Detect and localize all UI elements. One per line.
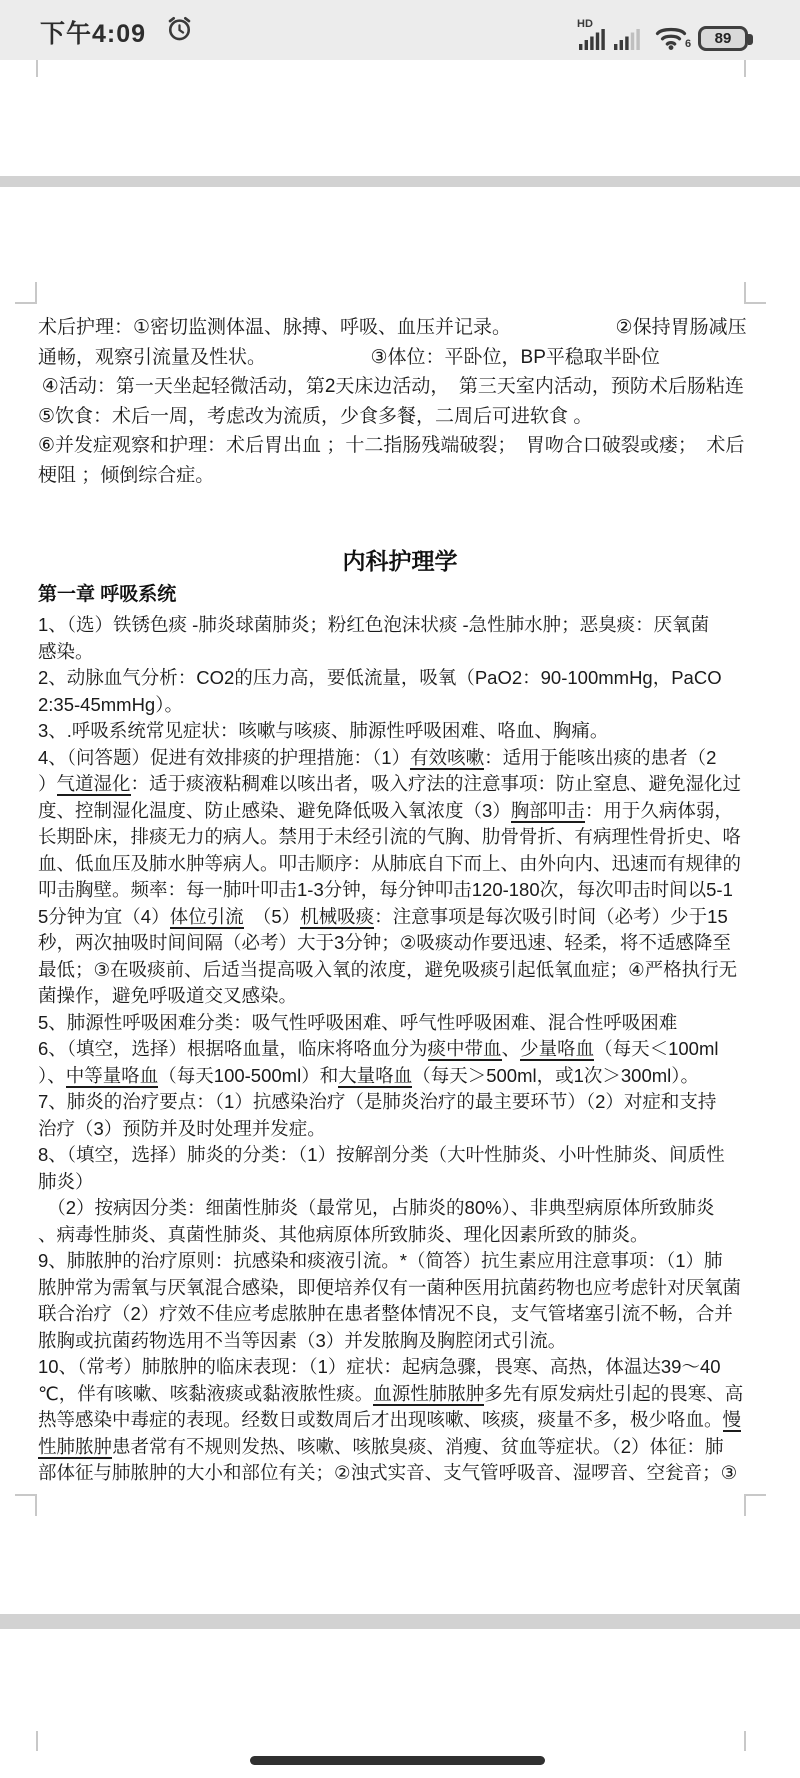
text-run: 10、（常考）肺脓肿的临床表现：（1）症状：起病急骤，畏寒、高热，体温达39～40: [38, 1356, 721, 1377]
underlined-text: 有效咳嗽: [410, 746, 485, 768]
text-line: [38, 824, 753, 851]
text-line: [38, 1460, 753, 1487]
text-run: （5）: [243, 905, 301, 927]
text-run: 脓肿常为需氧与厌氧混合感染，即便培养仅有一菌种医用抗菌药物也应考虑针对厌氧菌: [38, 1276, 742, 1298]
text-run: （2）按病因分类：细菌性肺炎（最常见，占肺炎的80%）、非典型病原体所致肺炎: [38, 1197, 715, 1218]
text-run: 9、肺脓肿的治疗原则：抗感染和痰液引流。*（简答）抗生素应用注意事项：（1）肺: [38, 1250, 723, 1271]
text-run: 秒，两次抽吸时间间隔（必考）大于3分钟；②吸痰动作要迅速、轻柔，将不适感降至: [38, 932, 731, 953]
network-type-label: HD: [577, 18, 593, 30]
text-boundary-mark: [744, 60, 746, 77]
text-run: 、: [501, 1038, 521, 1059]
text-line: [38, 745, 753, 772]
chapter-heading: 第一章 呼吸系统: [38, 584, 177, 605]
text-line: [38, 1301, 753, 1328]
text-line: [38, 1381, 753, 1408]
text-line: [38, 665, 753, 692]
time-label: 下午4:09: [40, 20, 147, 48]
underlined-text: 性肺脓肿: [38, 1435, 113, 1457]
text-run: 通畅，观察引流量及性状。 ③体位：平卧位，BP平稳取半卧位: [38, 346, 660, 368]
text-line: [38, 1142, 753, 1169]
text-boundary-mark: [744, 282, 766, 304]
text-run: 患者常有不规则发热、咳嗽、咳脓臭痰、消瘦、贫血等症状。（2）体征：肺: [112, 1435, 724, 1457]
text-line: [38, 798, 753, 825]
text-line: [38, 1116, 753, 1143]
text-line: [38, 461, 753, 491]
text-line: [38, 372, 753, 402]
text-line: [38, 1407, 753, 1434]
text-run: 多先有原发病灶引起的畏寒、高: [484, 1382, 744, 1404]
text-run: ）: [38, 773, 57, 794]
text-line: [38, 1248, 753, 1275]
text-run: ℃，伴有咳嗽、咳黏液痰或黏液脓性痰。: [38, 1382, 374, 1404]
text-line: [38, 343, 753, 373]
text-line: [38, 1169, 753, 1196]
text-line: [38, 402, 753, 432]
text-run: 菌操作，避免呼吸道交叉感染。: [38, 985, 298, 1006]
text-run: 、病毒性肺炎、真菌性肺炎、其他病原体所致肺炎、理化因素所致的肺炎。: [38, 1223, 649, 1245]
text-line: [38, 930, 753, 957]
text-line: [38, 1195, 753, 1222]
text-boundary-mark: [15, 282, 37, 304]
page-1: [0, 60, 800, 176]
text-run: 7、肺炎的治疗要点：（1）抗感染治疗（是肺炎治疗的最主要环节）（2）对症和支持: [38, 1091, 717, 1112]
text-line: [38, 983, 753, 1010]
text-run: 6、（填空，选择）根据咯血量，临床将咯血分为: [38, 1038, 428, 1059]
text-line: [38, 1063, 753, 1090]
text-run: 治疗（3）预防并及时处理并发症。: [38, 1117, 326, 1139]
text-run: 1、（选）铁锈色痰 -肺炎球菌肺炎；粉红色泡沫状痰 -急性肺水肿；恶臭痰：厌氧菌: [38, 614, 710, 635]
underlined-text: 胸部叩击: [510, 799, 585, 821]
text-line: [38, 1010, 753, 1037]
status-bar: [0, 0, 800, 60]
underlined-text: 体位引流: [169, 905, 244, 927]
surgery-care-paragraph: [38, 313, 753, 490]
underlined-text: 大量咯血: [338, 1064, 413, 1086]
text-line: [38, 313, 753, 343]
text-line: [38, 1328, 753, 1355]
text-run: 4、（问答题）促进有效排痰的护理措施：（1）: [38, 746, 411, 768]
text-run: 叩击胸壁。频率：每一肺叶叩击1-3分钟，每分钟叩击120-180次，每次叩击时间以5-1: [38, 879, 733, 900]
cellular-signal-icon-secondary: [614, 28, 642, 50]
text-line: [38, 904, 753, 931]
cellular-signal-icon-primary: [579, 28, 607, 50]
text-run: ：适用于能咳出痰的患者（2: [484, 746, 717, 768]
home-indicator[interactable]: [250, 1756, 545, 1765]
underlined-text: 气道湿化: [56, 773, 131, 794]
text-line: [38, 612, 753, 639]
text-boundary-mark: [36, 60, 38, 77]
text-run: 感染。: [38, 640, 94, 662]
text-run: 度、控制湿化温度、防止感染、避免降低吸入氧浓度（3）: [38, 799, 511, 821]
text-run: ：适于痰液粘稠难以咳出者，吸入疗法的注意事项：防止窒息、避免湿化过: [130, 773, 742, 794]
text-run: ）、: [38, 1064, 66, 1086]
text-run: ：注意事项是每次吸引时间（必考）少于15: [374, 905, 728, 927]
text-run: 术后护理：①密切监测体温、脉搏、呼吸、血压并记录。 ②保持胃肠减压: [38, 317, 747, 338]
text-boundary-mark: [15, 1494, 37, 1516]
text-run: 脓胸或抗菌药物选用不当等因素（3）并发脓胸及胸腔闭式引流。: [38, 1329, 567, 1351]
text-run: 热等感染中毒症的表现。经数日或数周后才出现咳嗽、咳痰，痰量不多，极少咯血。: [38, 1409, 723, 1430]
text-line: [38, 692, 753, 719]
text-run: 长期卧床，排痰无力的病人。禁用于未经引流的气胸、肋骨骨折、有病理性骨折史、咯: [38, 826, 742, 847]
text-run: 2:35-45mmHg）。: [38, 693, 183, 715]
text-run: 部体征与肺脓肿的大小和部位有关；②浊式实音、支气管呼吸音、湿啰音、空瓮音；③: [38, 1462, 738, 1483]
text-run: 5分钟为宜（4）: [38, 905, 170, 927]
text-line: [38, 1434, 753, 1461]
text-line: [38, 851, 753, 878]
battery-icon: [698, 26, 748, 51]
text-line: [38, 771, 753, 798]
text-run: 2、动脉血气分析：CO2的压力高，要低流量，吸氧（PaO2：90-100mmHg，PaCO: [38, 667, 722, 688]
page-separator: [0, 1614, 800, 1629]
document-title: 内科护理学: [342, 548, 458, 574]
text-run: （每天＞500ml，或1次＞300ml）。: [412, 1064, 700, 1086]
respiratory-notes-paragraph: [38, 612, 753, 1487]
text-run: ⑤饮食：术后一周，考虑改为流质，少食多餐，二周后可进软食 。: [38, 405, 593, 427]
text-line: [38, 877, 753, 904]
wifi-icon: [655, 24, 687, 51]
underlined-text: 中等量咯血: [65, 1064, 159, 1086]
text-line: [38, 1354, 753, 1381]
page-separator: [0, 176, 800, 187]
text-line: [38, 1036, 753, 1063]
underlined-text: 痰中带血: [427, 1038, 502, 1059]
text-boundary-mark: [744, 1494, 766, 1516]
text-run: 3、.呼吸系统常见症状：咳嗽与咳痰、肺源性呼吸困难、咯血、胸痛。: [38, 720, 609, 741]
wifi-standard-label: 6: [685, 38, 692, 50]
text-run: ：用于久病体弱，: [584, 799, 733, 821]
text-line: [38, 639, 753, 666]
text-line: [38, 957, 753, 984]
text-run: 联合治疗（2）疗效不佳应考虑脓肿在患者整体情况不良，支气管堵塞引流不畅，合并: [38, 1303, 733, 1324]
text-run: 肺炎）: [38, 1170, 94, 1192]
text-run: 最低；③在吸痰前、后适当提高吸入氧的浓度，避免吸痰引起低氧血症；④严格执行无: [38, 958, 738, 980]
text-run: 8、（填空，选择）肺炎的分类：（1）按解剖分类（大叶性肺炎、小叶性肺炎、间质性: [38, 1144, 725, 1165]
battery-percent-label: 89: [714, 30, 732, 47]
text-boundary-mark: [36, 1731, 38, 1751]
text-line: [38, 431, 753, 461]
text-line: [38, 1089, 753, 1116]
text-run: 5、肺源性呼吸困难分类：吸气性呼吸困难、呼气性呼吸困难、混合性呼吸困难: [38, 1011, 678, 1033]
text-line: [38, 718, 753, 745]
text-run: 梗阻 ；倾倒综合症。: [38, 464, 215, 486]
text-run: ⑥并发症观察和护理：术后胃出血 ；十二指肠残端破裂； 胃吻合口破裂或瘘； 术后: [38, 435, 745, 456]
text-run: （每天100-500ml）和: [158, 1064, 339, 1086]
text-run: ④活动：第一天坐起轻微活动，第2天床边活动， 第三天室内活动，预防术后肠粘连: [38, 376, 744, 397]
underlined-text: 血源性肺脓肿: [373, 1382, 485, 1404]
text-run: 血、低血压及肺水肿等病人。叩击顺序：从肺底自下而上、由外向内、迅速而有规律的: [38, 852, 742, 874]
underlined-text: 慢: [722, 1409, 742, 1430]
text-line: [38, 1275, 753, 1302]
text-boundary-mark: [744, 1731, 746, 1751]
text-line: [38, 1222, 753, 1249]
alarm-icon: [166, 15, 193, 42]
text-run: （每天＜100ml: [594, 1038, 719, 1059]
underlined-text: 机械吸痰: [300, 905, 375, 927]
underlined-text: 少量咯血: [520, 1038, 595, 1059]
